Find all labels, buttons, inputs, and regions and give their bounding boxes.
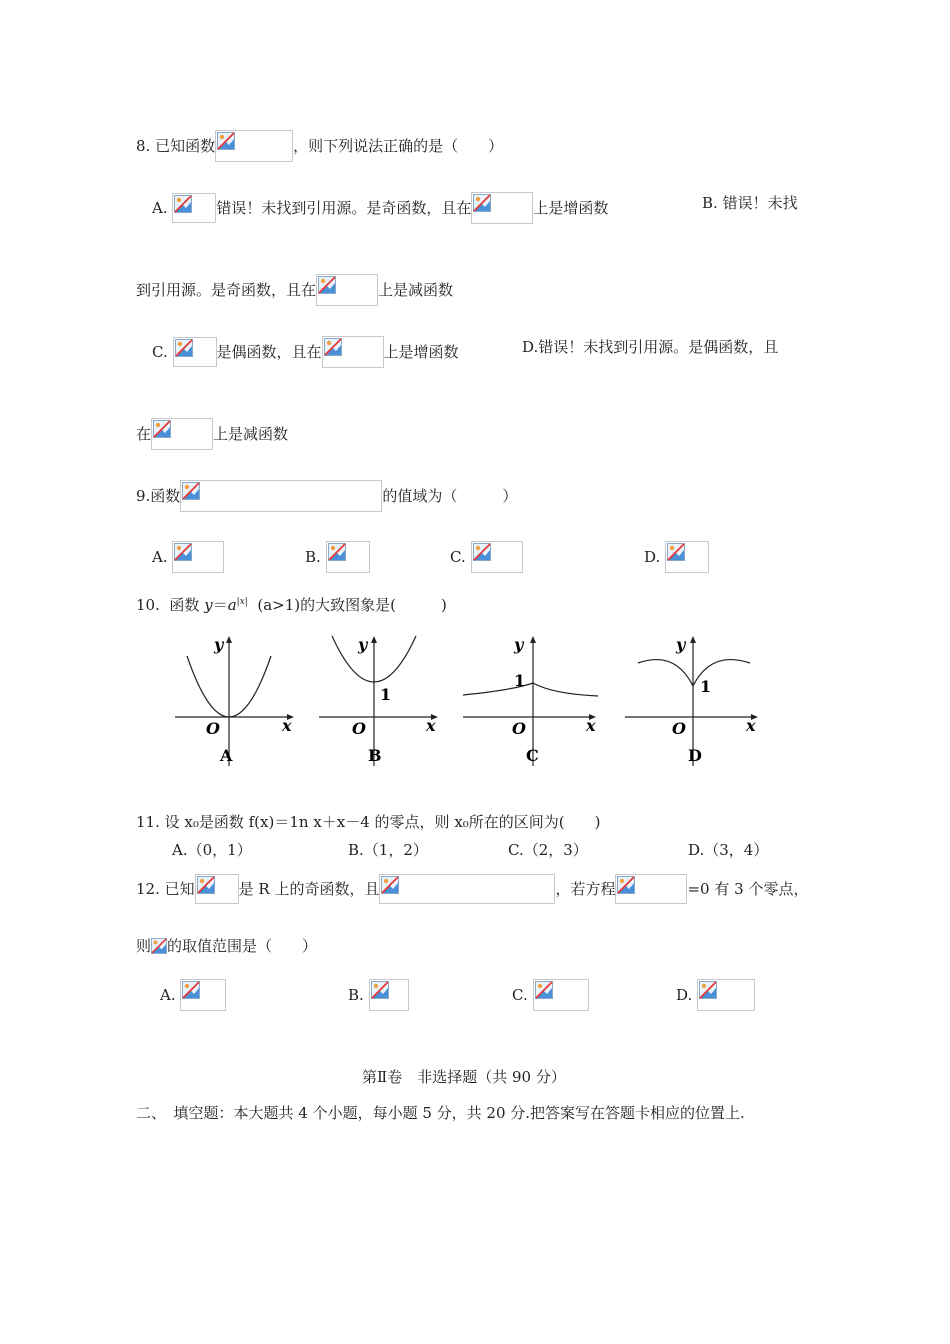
formula-image: [172, 193, 216, 223]
graph-c: [458, 628, 608, 770]
option-text: 错误！未找到引用源。是奇函数，且在: [216, 199, 472, 217]
broken-image-icon: [175, 339, 193, 357]
q8-option-a: [152, 192, 608, 224]
broken-image-icon: [535, 981, 553, 999]
x-label: x: [282, 716, 292, 735]
q11-option-c: C.（2，3）: [508, 841, 588, 859]
broken-image-icon: [217, 132, 235, 150]
option-text: 在: [136, 425, 152, 443]
intercept-label: 1: [700, 677, 712, 696]
option-text: 上是增函数: [383, 343, 459, 361]
option-label: B.: [305, 548, 321, 566]
q9-stem-pre: 9.函数: [136, 487, 181, 505]
origin-label: O: [512, 719, 526, 738]
q12-option-b: [348, 979, 409, 1011]
broken-image-icon: [667, 543, 685, 561]
option-text: D.错误！未找到引用源。是偶函数，且: [522, 338, 779, 356]
option-text: 上是减函数: [213, 425, 289, 443]
option-label: C.: [152, 343, 168, 361]
broken-image-icon: [617, 876, 635, 894]
formula-image: [369, 979, 409, 1011]
formula-image: [173, 337, 217, 367]
broken-image-icon: [182, 981, 200, 999]
y-label: y: [676, 635, 686, 654]
q10-number: 10.: [136, 596, 160, 614]
graph-d: [620, 628, 770, 770]
broken-image-icon: [473, 194, 491, 212]
y-axis-arrow-icon: [530, 636, 536, 643]
graph-label: A: [220, 746, 233, 765]
option-text: 上是减函数: [378, 281, 454, 299]
q9-option-a: [152, 541, 224, 573]
x-label: x: [426, 716, 436, 735]
q9-option-d: [644, 541, 709, 573]
q12-stem-mid: ，若方程: [555, 880, 616, 898]
option-text: 到引用源。是奇函数，且在: [136, 281, 317, 299]
q12-stem-line2: [136, 935, 317, 956]
option-label: D.: [676, 986, 693, 1004]
formula-image: [180, 979, 226, 1011]
formula-image: [151, 418, 213, 450]
y-label: y: [358, 635, 368, 654]
exponent: |x|: [236, 597, 248, 607]
option-label: A.: [160, 986, 176, 1004]
q8-stem-post: ，则下列说法正确的是（ ）: [293, 137, 504, 155]
q8-stem-pre: 8. 已知函数: [136, 137, 216, 155]
option-text: 错误！未找: [722, 194, 798, 212]
y-axis-arrow-icon: [690, 636, 696, 643]
formula-image: [533, 979, 589, 1011]
q12-option-d: [676, 979, 755, 1011]
q8-option-b: [702, 192, 798, 213]
fill-in-heading: 二、 填空题：本大题共 4 个小题，每小题 5 分，共 20 分.把答案写在答题卡相应的位置上.: [136, 1104, 745, 1122]
graph-label: C: [526, 746, 539, 765]
broken-image-icon: [371, 981, 389, 999]
q11-stem: 11. 设 x₀是函数 f(x)＝1n x＋x－4 的零点，则 x₀所在的区间为( ): [136, 813, 601, 831]
option-label: D.: [644, 548, 661, 566]
broken-image-icon: [473, 543, 491, 561]
y-label: y: [214, 635, 224, 654]
q10-pre: 函数: [169, 596, 200, 614]
formula-image: [665, 541, 709, 573]
section-title: 第Ⅱ卷 非选择题（共 90 分）: [362, 1068, 566, 1086]
graph-label: B: [368, 746, 382, 765]
q12-stem-mid: 是 R 上的奇函数，且: [238, 880, 380, 898]
x-label: x: [746, 716, 756, 735]
var-a: a: [227, 596, 237, 614]
q8-option-d: [522, 336, 778, 357]
q9-option-b: [305, 541, 370, 573]
formula-image: [195, 874, 239, 904]
formula-image: [322, 336, 384, 368]
option-text: 上是增函数: [533, 199, 609, 217]
option-label: A.: [152, 548, 168, 566]
option-text: 是偶函数，且在: [216, 343, 322, 361]
q12-option-a: [160, 979, 226, 1011]
formula-image: [180, 480, 382, 512]
broken-image-icon: [153, 420, 171, 438]
formula-image: [316, 274, 378, 306]
q10-stem: [136, 592, 447, 615]
graph-b: [314, 628, 444, 770]
curve: [463, 683, 598, 696]
formula-image: [471, 541, 523, 573]
q11-option-d: D.（3，4）: [688, 841, 769, 859]
curve: [638, 660, 750, 686]
formula-image: [151, 937, 167, 955]
origin-label: O: [352, 719, 366, 738]
broken-image-icon: [318, 276, 336, 294]
broken-image-icon: [151, 938, 167, 954]
q12-stem-post: =0 有 3 个零点，: [687, 880, 809, 898]
q8-option-b-cont: [136, 274, 453, 306]
q12-stem: [136, 874, 808, 904]
y-axis-arrow-icon: [226, 636, 232, 643]
broken-image-icon: [182, 482, 200, 500]
q12-option-c: [512, 979, 589, 1011]
x-label: x: [586, 716, 596, 735]
graph-label: D: [688, 746, 702, 765]
option-label: C.: [512, 986, 528, 1004]
y-label: y: [514, 635, 524, 654]
formula-image: [615, 874, 687, 904]
formula-image: [697, 979, 755, 1011]
formula-image: [379, 874, 555, 904]
q11-option-a: A.（0，1）: [172, 841, 252, 859]
formula-image: [172, 541, 224, 573]
broken-image-icon: [174, 543, 192, 561]
intercept-label: 1: [380, 685, 392, 704]
q12-stem-pre: 12. 已知: [136, 880, 195, 898]
q9-stem: [136, 480, 517, 512]
option-label: C.: [450, 548, 466, 566]
option-label: B.: [702, 194, 718, 212]
formula-image: [471, 192, 533, 224]
origin-label: O: [206, 719, 220, 738]
q11-option-b: B.（1，2）: [348, 841, 428, 859]
broken-image-icon: [381, 876, 399, 894]
q12-line2-pre: 则: [136, 937, 152, 955]
q10-condition: (a>1)的大致图象是( ): [257, 596, 447, 614]
equals: ＝: [212, 596, 228, 614]
option-label: B.: [348, 986, 364, 1004]
graph-a: [170, 628, 300, 770]
var-y: y: [204, 596, 213, 614]
origin-label: O: [672, 719, 686, 738]
formula-image: [215, 130, 293, 162]
q8-option-c: [152, 336, 459, 368]
q8-option-d-cont: [136, 418, 288, 450]
broken-image-icon: [174, 195, 192, 213]
option-label: A.: [152, 199, 168, 217]
q9-stem-post: 的值域为（ ）: [382, 487, 518, 505]
q12-line2-post: 的取值范围是（ ）: [167, 937, 318, 955]
formula-image: [326, 541, 370, 573]
y-axis-arrow-icon: [371, 636, 377, 643]
broken-image-icon: [324, 338, 342, 356]
broken-image-icon: [328, 543, 346, 561]
broken-image-icon: [699, 981, 717, 999]
broken-image-icon: [197, 876, 215, 894]
q8-stem: [136, 130, 503, 162]
intercept-label: 1: [514, 671, 526, 690]
q9-option-c: [450, 541, 523, 573]
